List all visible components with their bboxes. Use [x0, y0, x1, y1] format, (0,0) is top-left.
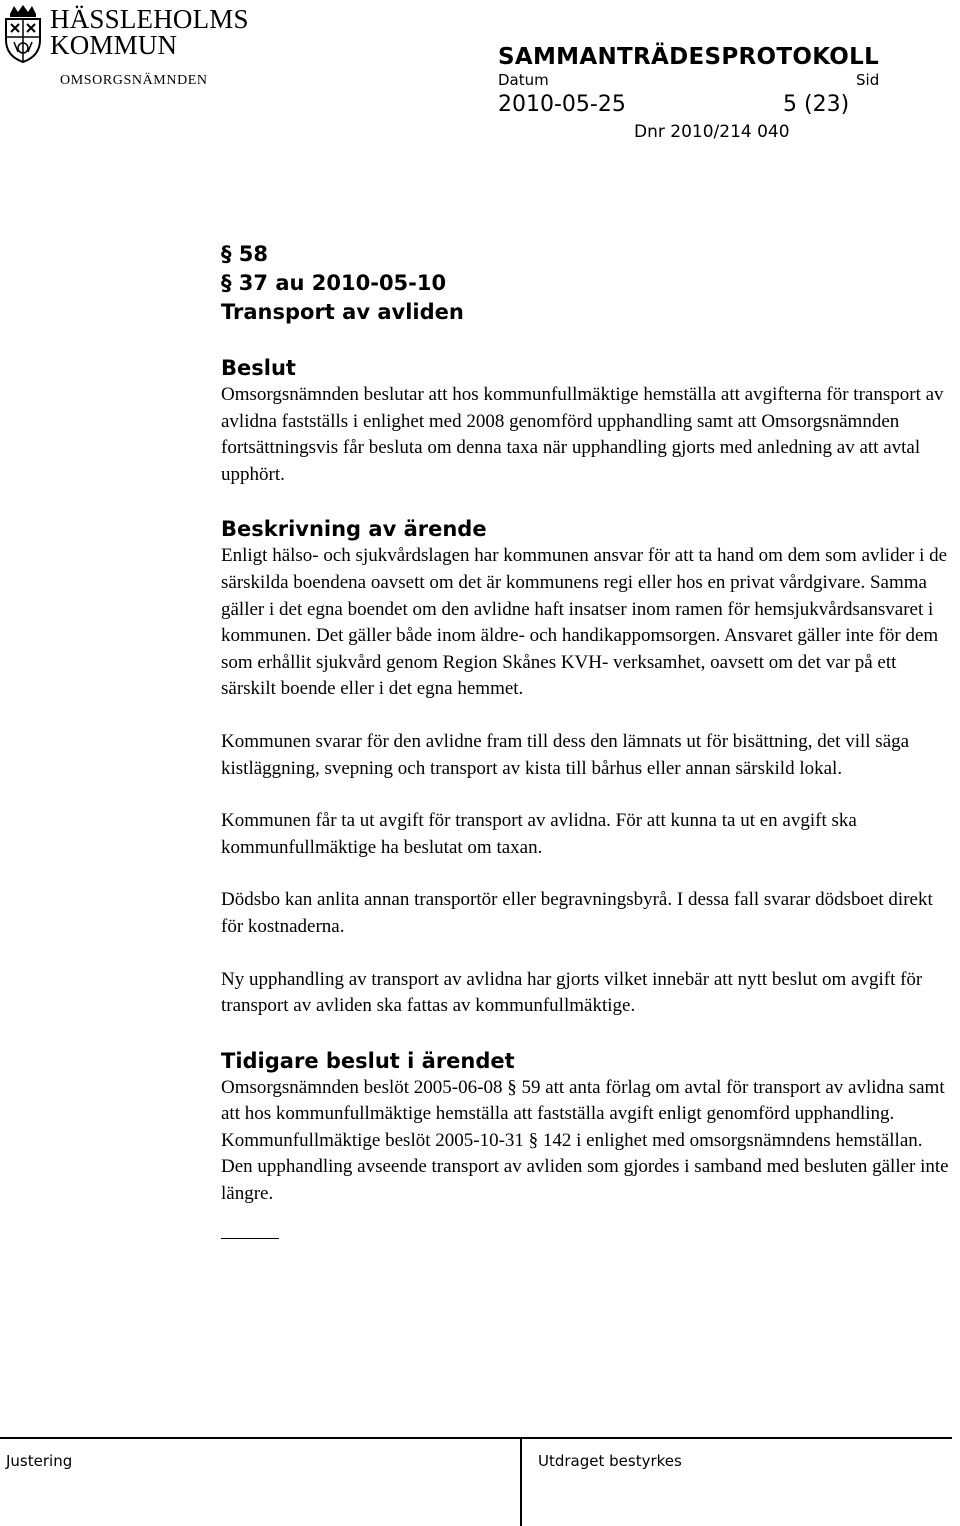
page-label: Sid	[856, 71, 880, 89]
organization-name	[50, 6, 249, 58]
end-rule	[221, 1238, 279, 1239]
municipality-logo	[0, 0, 249, 70]
date-label: Datum	[498, 71, 549, 89]
document-type-title: SAMMANTRÄDESPROTOKOLL	[498, 44, 880, 70]
organization-name-line2: KOMMUN	[50, 30, 178, 60]
paragraph-number: § 58	[221, 242, 269, 266]
section-heading-beslut: Beslut	[221, 356, 296, 380]
footer-divider	[520, 1437, 522, 1526]
meeting-date: 2010-05-25	[498, 92, 626, 117]
section-beskrivning	[221, 516, 956, 1019]
organization-name-line1: HÄSSLEHOLMS	[50, 4, 249, 34]
paragraph-title: Transport av avliden	[221, 300, 464, 324]
section-heading-tidigare: Tidigare beslut i ärendet	[221, 1048, 515, 1073]
footer-justering-label: Justering	[6, 1452, 73, 1470]
section-beslut	[221, 355, 956, 488]
municipal-coat-of-arms-icon	[2, 4, 44, 64]
decision-paragraph: Omsorgsnämnden beslutar att hos kommunfullmäktige hemställa att avgifterna för transport av avlidna fastställs i enlighet med 2008 genomförd upphandling samt att Omsorgsnämnden fortsättningsvis får besluta om denna taxa när upphandling gjorts med anledning av att avtal upphört.	[221, 384, 944, 485]
footer-rule	[0, 1437, 952, 1439]
section-heading-beskrivning: Beskrivning av ärende	[221, 517, 487, 542]
diary-number: Dnr 2010/214 040	[634, 122, 790, 142]
section-tidigare-beslut	[221, 1048, 956, 1208]
department-name: OMSORGSNÄMNDEN	[60, 73, 208, 88]
previous-decision-paragraph: Omsorgsnämnden beslöt 2005-06-08 § 59 att anta förlag om avtal för transport av avlidna samt att hos kommunfullmäktige hemställa att fastställa avgift enligt genomförd upphandling. Kommunfullmäktige beslöt 2005-10-31 § 142 i enlighet med omsorgsnämndens hemställan. Den upphandling avseende transport av avliden som gjordes i samband med besluten gäller inte längre.	[221, 1076, 949, 1205]
description-paragraph-4: Dödsbo kan anlita annan transportör eller begravningsbyrå. I dessa fall svarar dödsboet direkt för kostnaderna.	[221, 889, 933, 937]
description-paragraph-1: Enligt hälso- och sjukvårdslagen har kommunen ansvar för att ta hand om dem som avlider i de särskilda boendena oavsett om det är kommunens regi eller hos en privat vårdgivare. Samma gäller i det egna boendet om den avlidne haft insatser inom ramen för hemsjukvårdsansvaret i kommunen. Det gäller både inom äldre- och handikappomsorgen. Ansvaret gäller inte för dem som erhållit sjukvård genom Region Skånes KVH- verksamhet, oavsett om det var på ett särskilt boende eller i det egna hemmet.	[221, 545, 948, 700]
footer-utdraget-label: Utdraget bestyrkes	[538, 1452, 682, 1470]
description-paragraph-5: Ny upphandling av transport av avlidna har gjorts vilket innebär att nytt beslut om avgift för transport av avliden ska fattas av kommunfullmäktige.	[221, 968, 923, 1017]
description-paragraph-2: Kommunen svarar för den avlidne fram till dess den lämnats ut för bisättning, det vill säga kistläggning, svepning och transport av kista till bårhus eller annan särskild lokal.	[221, 730, 910, 779]
page-number: 5 (23)	[783, 92, 850, 117]
paragraph-heading	[221, 240, 956, 327]
description-paragraph-3: Kommunen får ta ut avgift för transport av avlidna. För att kunna ta ut en avgift ska kommunfullmäktige ha beslutat om taxan.	[221, 810, 857, 858]
protocol-body	[221, 240, 956, 1239]
paragraph-reference: § 37 au 2010-05-10	[221, 271, 447, 295]
